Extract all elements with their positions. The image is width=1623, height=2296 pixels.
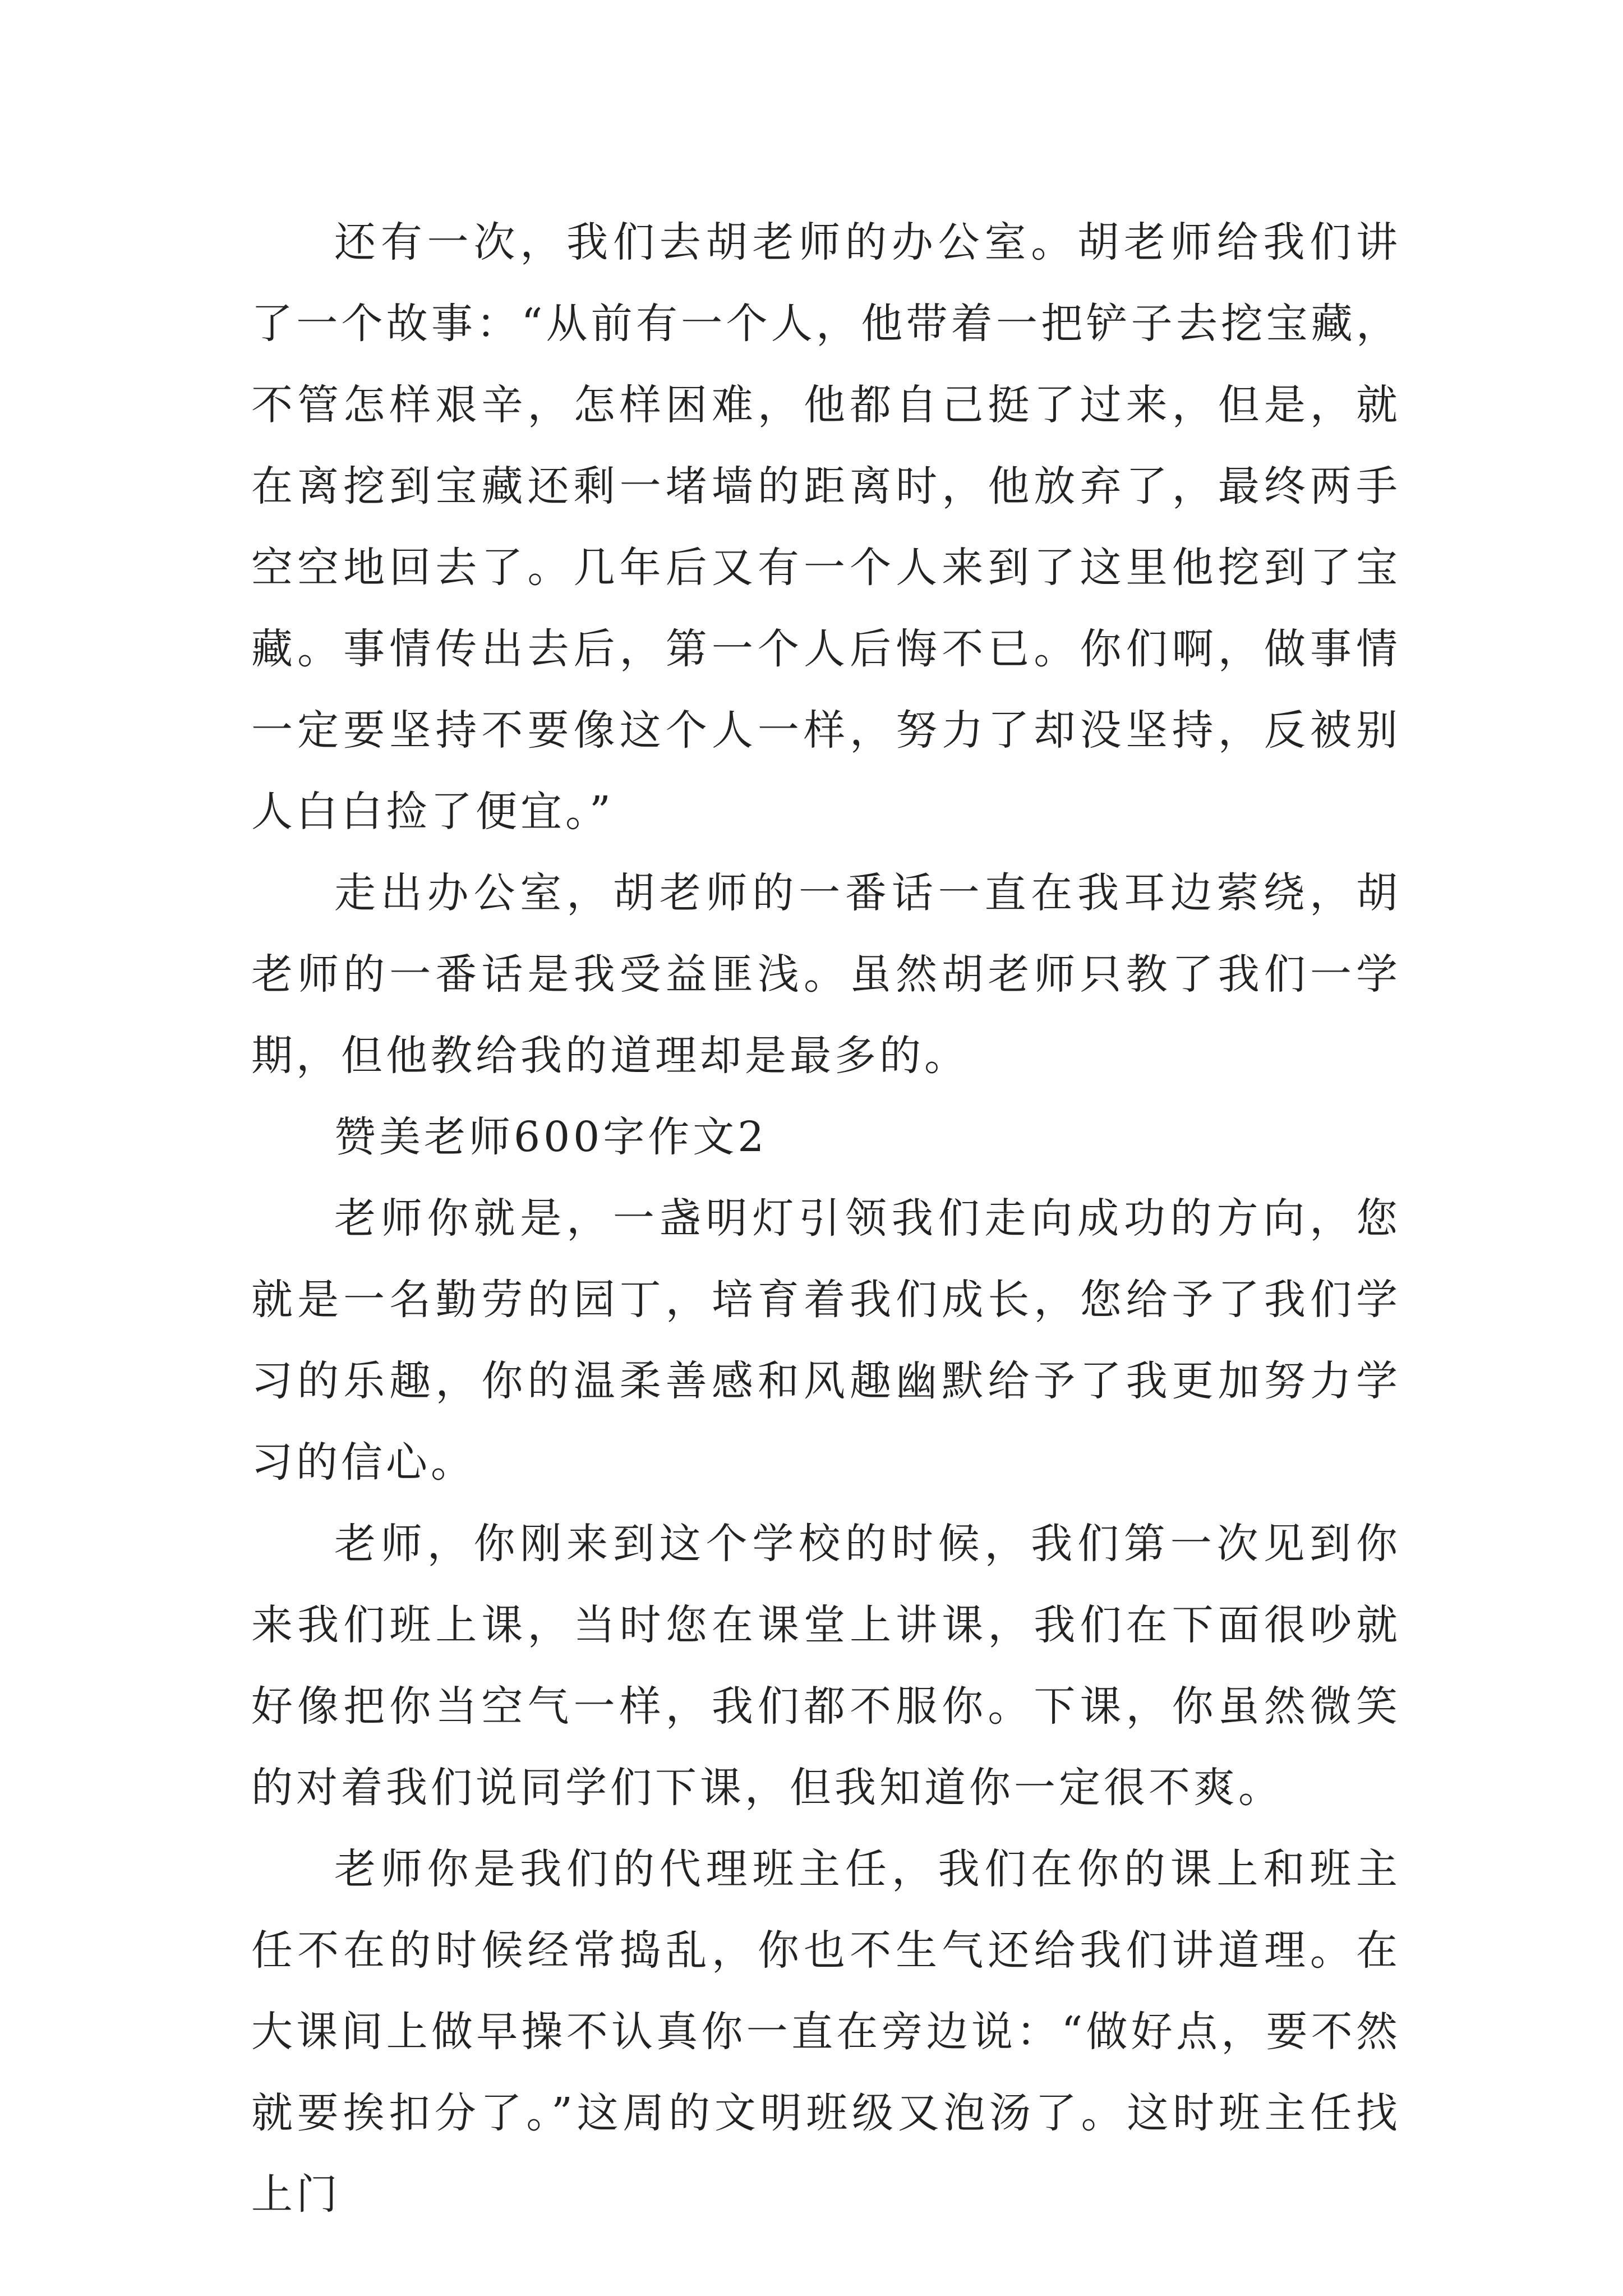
paragraph-first-meeting: 老师，你刚来到这个学校的时候，我们第一次见到你来我们班上课，当时您在课堂上讲课，我们在下面很吵就好像把你当空气一样，我们都不服你。下课，你虽然微笑的对着我们说同学们下课，但我知道你一定很不爽。 <box>251 1520 1401 1812</box>
paragraph-intro: 老师你就是，一盏明灯引领我们走向成功的方向，您就是一名勤劳的园丁，培育着我们成长，您给予了我们学习的乐趣，你的温柔善感和风趣幽默给予了我更加努力学习的信心。 <box>251 1194 1401 1487</box>
paragraph-class-teacher: 老师你是我们的代理班主任，我们在你的课上和班主任不在的时候经常捣乱，你也不生气还给我们讲道理。在大课间上做早操不认真你一直在旁边说：“做好点，要不然就要挨扣分了。”这周的文明班级又泡汤了。这时班主任找上门 <box>251 1845 1401 2219</box>
essay-body <box>251 202 1401 2235</box>
paragraph-reflection: 走出办公室，胡老师的一番话一直在我耳边萦绕，胡老师的一番话是我受益匪浅。虽然胡老师只教了我们一学期，但他教给我的道理却是最多的。 <box>251 869 1401 1080</box>
essay-heading: 赞美老师600字作文2 <box>334 1113 768 1161</box>
paragraph-story: 还有一次，我们去胡老师的办公室。胡老师给我们讲了一个故事：“从前有一个人，他带着一把铲子去挖宝藏，不管怎样艰辛，怎样困难，他都自己挺了过来，但是，就在离挖到宝藏还剩一堵墙的距离时，他放弃了，最终两手空空地回去了。几年后又有一个人来到了这里他挖到了宝藏。事情传出去后，第一个人后悔不已。你们啊，做事情一定要坚持不要像这个人一样，努力了却没坚持，反被别人白白捡了便宜。” <box>251 218 1401 836</box>
